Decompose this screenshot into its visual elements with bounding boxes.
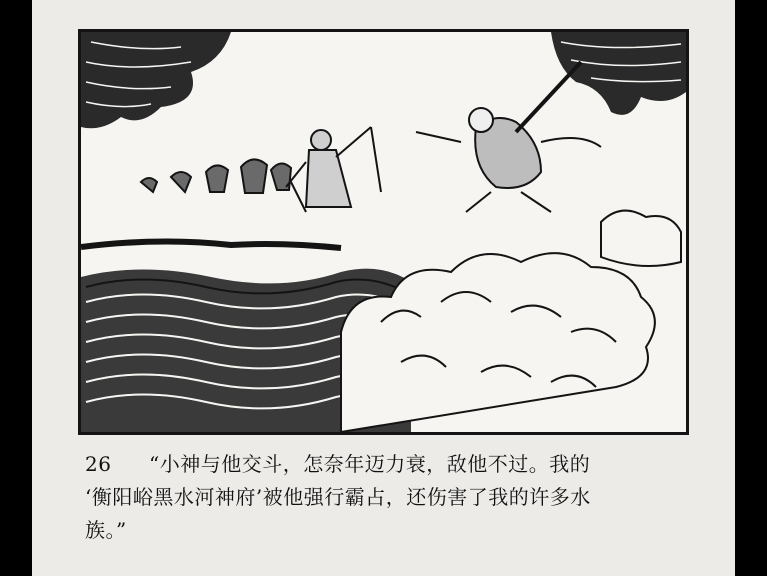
caption-text-1: “小神与他交斗，怎奈年迈力衰，敌他不过。我的 bbox=[149, 452, 591, 476]
dark-cloud-left bbox=[81, 32, 231, 128]
panel-caption bbox=[85, 448, 705, 547]
flying-warrior bbox=[416, 62, 601, 212]
river-god-figure bbox=[286, 127, 381, 212]
comic-page bbox=[32, 0, 735, 576]
caption-line-1 bbox=[85, 448, 705, 481]
billowing-clouds bbox=[341, 211, 681, 432]
horizon-line bbox=[81, 241, 341, 248]
caption-line-2: ‘衡阳峪黑水河神府’被他强行霸占，还伤害了我的许多水 bbox=[85, 485, 591, 509]
panel-number: 26 bbox=[85, 452, 112, 476]
caption-line-3: 族。” bbox=[85, 518, 127, 542]
distant-soldiers bbox=[141, 159, 291, 193]
illustration-panel bbox=[78, 29, 689, 435]
ink-illustration bbox=[81, 32, 686, 432]
